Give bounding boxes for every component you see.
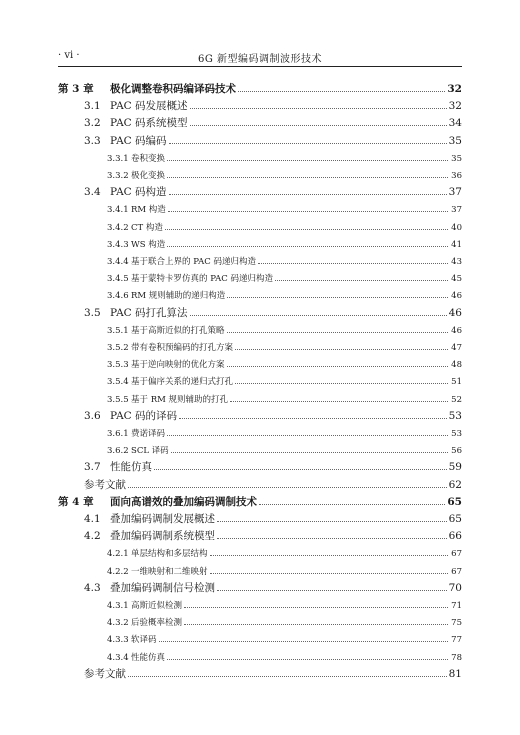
toc-entry-sub xyxy=(58,355,462,371)
toc-entry-title: PAC 码发展概述 xyxy=(110,100,188,113)
toc-entry-page: 32 xyxy=(448,100,462,113)
toc-entry-number: 3.4 xyxy=(84,186,101,199)
toc-entry-page: 47 xyxy=(451,343,462,353)
toc-entry-title: 基于逆向映射的优化方案 xyxy=(131,360,225,371)
dot-leader xyxy=(159,630,448,642)
toc-entry-title: PAC 码编码 xyxy=(110,134,167,147)
dot-leader xyxy=(230,390,448,402)
toc-entry-sub xyxy=(58,630,462,646)
toc-entry-title: 软译码 xyxy=(131,635,157,646)
dot-leader xyxy=(128,476,447,488)
toc-entry-page: 48 xyxy=(451,360,462,371)
toc-entry-number: 3.6.2 xyxy=(107,446,129,457)
dot-leader xyxy=(210,544,448,556)
toc-entry-page: 71 xyxy=(451,601,462,611)
dot-leader xyxy=(167,235,448,247)
toc-entry-number: 3.5.1 xyxy=(107,325,129,336)
toc-entry-page: 32 xyxy=(447,83,462,95)
toc-entry-sub xyxy=(58,252,462,268)
toc-entry-sub xyxy=(58,424,462,440)
toc-entry-title: 基于 RM 规则辅助的打孔 xyxy=(131,394,229,405)
toc-entry-sub xyxy=(58,218,462,234)
dot-leader xyxy=(154,458,447,470)
toc-entry-section xyxy=(58,458,462,474)
dot-leader xyxy=(167,166,448,178)
toc-entry-title: 后验概率检测 xyxy=(131,618,183,629)
toc-entry-number: 3.5 xyxy=(84,306,101,319)
toc-entry-number: 3.2 xyxy=(84,117,101,130)
toc-entry-number: 3.3 xyxy=(84,134,101,147)
toc-entry-title: 高斯近似检测 xyxy=(131,601,183,611)
toc-entry-sub xyxy=(58,166,462,182)
toc-entry-number: 3.3.2 xyxy=(107,171,129,181)
toc-entry-page: 75 xyxy=(451,618,462,629)
dot-leader xyxy=(190,97,447,109)
toc-entry-number: 4.3.1 xyxy=(107,601,129,611)
toc-entry-number: 3.3.1 xyxy=(107,153,129,164)
book-title: 6G 新型编码调制波形技术 xyxy=(197,54,323,65)
toc-entry-title: RM 规则辅助的递归构造 xyxy=(131,291,226,302)
toc-entry-title: SCL 译码 xyxy=(131,446,169,457)
toc-entry-page: 45 xyxy=(451,274,462,285)
toc-entry-sub xyxy=(58,200,462,216)
dot-leader xyxy=(227,286,448,298)
toc-entry-sub xyxy=(58,372,462,388)
toc-entry-title: RM 构造 xyxy=(131,205,166,216)
toc-entry-title: PAC 码系统模型 xyxy=(110,117,188,130)
toc-entry-sub xyxy=(58,596,462,612)
dot-leader xyxy=(258,252,448,264)
dot-leader xyxy=(168,200,448,212)
toc-entry-title: 带有卷积预编码的打孔方案 xyxy=(131,343,234,353)
toc-entry-number: 3.4.3 xyxy=(107,239,129,250)
toc-entry-section xyxy=(58,183,462,199)
toc-entry-title: 极化变换 xyxy=(131,171,166,181)
dot-leader xyxy=(227,321,448,333)
toc-entry-number: 4.2.2 xyxy=(107,566,129,577)
toc-entry-title: 参考文献 xyxy=(84,667,126,680)
toc-entry-title: 面向高谱效的叠加编码调制技术 xyxy=(110,495,257,508)
toc-entry-section xyxy=(58,132,462,148)
toc-entry-section xyxy=(58,97,462,113)
toc-entry-sub xyxy=(58,286,462,302)
dot-leader xyxy=(190,304,447,316)
page-number: · vi · xyxy=(58,50,80,61)
toc-entry-number: 第 3 章 xyxy=(58,83,94,95)
toc-entry-section xyxy=(58,114,462,130)
toc-entry-page: 56 xyxy=(451,446,462,457)
toc-entry-title: CT 构造 xyxy=(131,222,163,233)
toc-entry-number: 4.3.4 xyxy=(107,652,129,663)
dot-leader xyxy=(227,355,448,367)
toc-entry-page: 35 xyxy=(451,153,462,164)
toc-entry-title: WS 构造 xyxy=(131,239,166,250)
toc-entry-page: 78 xyxy=(451,652,462,663)
toc-entry-title: 性能仿真 xyxy=(110,461,152,474)
dot-leader xyxy=(238,80,445,92)
toc-entry-number: 4.2 xyxy=(84,530,101,543)
toc-entry-page: 62 xyxy=(448,478,462,491)
dot-leader xyxy=(128,665,447,677)
toc-entry-number: 3.5.4 xyxy=(107,377,129,388)
toc-entry-page: 77 xyxy=(451,635,462,646)
dot-leader xyxy=(165,218,448,230)
toc-entry-page: 59 xyxy=(448,461,462,474)
dot-leader xyxy=(235,338,448,350)
dot-leader xyxy=(217,579,447,591)
toc-entry-page: 46 xyxy=(451,325,462,336)
toc-entry-number: 3.6 xyxy=(84,409,101,422)
toc-entry-number: 4.2.1 xyxy=(107,549,129,560)
toc-entry-title: PAC 码的译码 xyxy=(110,409,178,422)
dot-leader xyxy=(169,132,447,144)
toc-entry-page: 66 xyxy=(448,530,462,543)
toc-entry-number: 3.4.1 xyxy=(107,205,129,216)
toc-entry-sub xyxy=(58,648,462,664)
dot-leader xyxy=(179,407,447,419)
toc-entry-sub xyxy=(58,321,462,337)
toc-entry-sub xyxy=(58,613,462,629)
dot-leader xyxy=(184,596,448,608)
toc-entry-chapter xyxy=(58,80,462,96)
toc-entry-page: 65 xyxy=(447,495,462,508)
toc-entry-sub xyxy=(58,149,462,165)
toc-entry-sub xyxy=(58,544,462,560)
toc-entry-page: 53 xyxy=(448,409,462,422)
dot-leader xyxy=(210,562,448,574)
toc-entry-page: 46 xyxy=(451,291,462,302)
toc-entry-page: 67 xyxy=(451,566,462,577)
toc-entry-number: 4.1 xyxy=(84,513,101,525)
dot-leader xyxy=(167,149,448,161)
toc-entry-page: 41 xyxy=(451,239,462,250)
toc-entry-page: 40 xyxy=(451,222,462,233)
toc-entry-sub xyxy=(58,562,462,578)
dot-leader xyxy=(217,510,447,522)
toc-entry-title: 卷积变换 xyxy=(131,153,166,164)
dot-leader xyxy=(275,269,448,281)
toc-entry-number: 3.1 xyxy=(84,100,101,113)
toc-entry-title: PAC 码构造 xyxy=(110,186,167,199)
toc-entry-number: 3.4.2 xyxy=(107,222,129,233)
toc-entry-section xyxy=(58,407,462,423)
toc-entry-title: 基于高斯近似的打孔策略 xyxy=(131,325,225,336)
dot-leader xyxy=(235,372,448,384)
toc-entry-chapter xyxy=(58,493,462,509)
toc-entry-page: 65 xyxy=(448,513,462,525)
toc-entry-sub xyxy=(58,441,462,457)
toc-entry-page: 36 xyxy=(451,171,462,181)
toc-entry-section xyxy=(58,304,462,320)
toc-entry-number: 4.3.2 xyxy=(107,618,129,629)
toc-entry-page: 35 xyxy=(448,134,462,147)
toc-entry-section xyxy=(58,579,462,595)
toc-entry-title: 一维映射和二维映射 xyxy=(131,566,208,577)
toc-entry-ref xyxy=(58,476,462,492)
toc-entry-page: 67 xyxy=(451,549,462,560)
dot-leader xyxy=(190,114,447,126)
dot-leader xyxy=(167,424,448,436)
dot-leader xyxy=(184,613,448,625)
toc-entry-sub xyxy=(58,269,462,285)
toc-entry-number: 4.3.3 xyxy=(107,635,129,646)
toc-entry-number: 第 4 章 xyxy=(58,495,94,508)
toc-entry-page: 37 xyxy=(451,205,462,216)
toc-entry-ref xyxy=(58,665,462,681)
toc-entry-number: 3.5.3 xyxy=(107,360,129,371)
toc-entry-page: 53 xyxy=(451,429,462,439)
toc-entry-page: 52 xyxy=(451,394,462,405)
toc-entry-title: 极化调整卷积码编译码技术 xyxy=(110,83,236,95)
dot-leader xyxy=(217,527,447,539)
running-header xyxy=(58,48,462,67)
toc-entry-number: 4.3 xyxy=(84,581,101,594)
dot-leader xyxy=(259,493,445,505)
toc-entry-title: 费诺译码 xyxy=(131,429,166,439)
toc-entry-title: 叠加编码调制信号检测 xyxy=(110,581,215,594)
toc-entry-section xyxy=(58,510,462,526)
toc-entry-page: 46 xyxy=(448,306,462,319)
toc-entry-page: 37 xyxy=(448,186,462,199)
toc-entry-title: 基于偏序关系的递归式打孔 xyxy=(131,377,234,388)
toc-entry-sub xyxy=(58,390,462,406)
toc-entry-title: 基于联合上界的 PAC 码递归构造 xyxy=(131,257,256,267)
dot-leader xyxy=(171,441,448,453)
toc-entry-sub xyxy=(58,338,462,354)
toc-entry-title: 基于蒙特卡罗仿真的 PAC 码递归构造 xyxy=(131,274,273,285)
toc-entry-title: 参考文献 xyxy=(84,478,126,491)
toc-entry-number: 3.4.4 xyxy=(107,257,129,267)
toc-entry-number: 3.4.6 xyxy=(107,291,129,302)
toc-entry-number: 3.6.1 xyxy=(107,429,129,439)
toc-entry-page: 51 xyxy=(451,377,462,388)
toc-entry-number: 3.4.5 xyxy=(107,274,129,285)
toc-entry-sub xyxy=(58,235,462,251)
toc-entry-title: PAC 码打孔算法 xyxy=(110,306,188,319)
toc-entry-title: 性能仿真 xyxy=(131,652,166,663)
toc-entry-number: 3.7 xyxy=(84,461,101,474)
dot-leader xyxy=(169,183,447,195)
toc-entry-page: 34 xyxy=(448,117,462,130)
toc-entry-title: 叠加编码调制系统模型 xyxy=(110,530,215,543)
toc-entry-page: 70 xyxy=(448,581,462,594)
toc-entry-title: 叠加编码调制发展概述 xyxy=(110,513,215,525)
toc-entry-title: 单层结构和多层结构 xyxy=(131,549,208,560)
toc-entry-number: 3.5.5 xyxy=(107,394,129,405)
dot-leader xyxy=(167,648,448,660)
toc-entry-page: 81 xyxy=(448,667,462,680)
toc-entry-section xyxy=(58,527,462,543)
toc-entry-page: 43 xyxy=(451,257,462,267)
toc-entry-number: 3.5.2 xyxy=(107,343,129,353)
